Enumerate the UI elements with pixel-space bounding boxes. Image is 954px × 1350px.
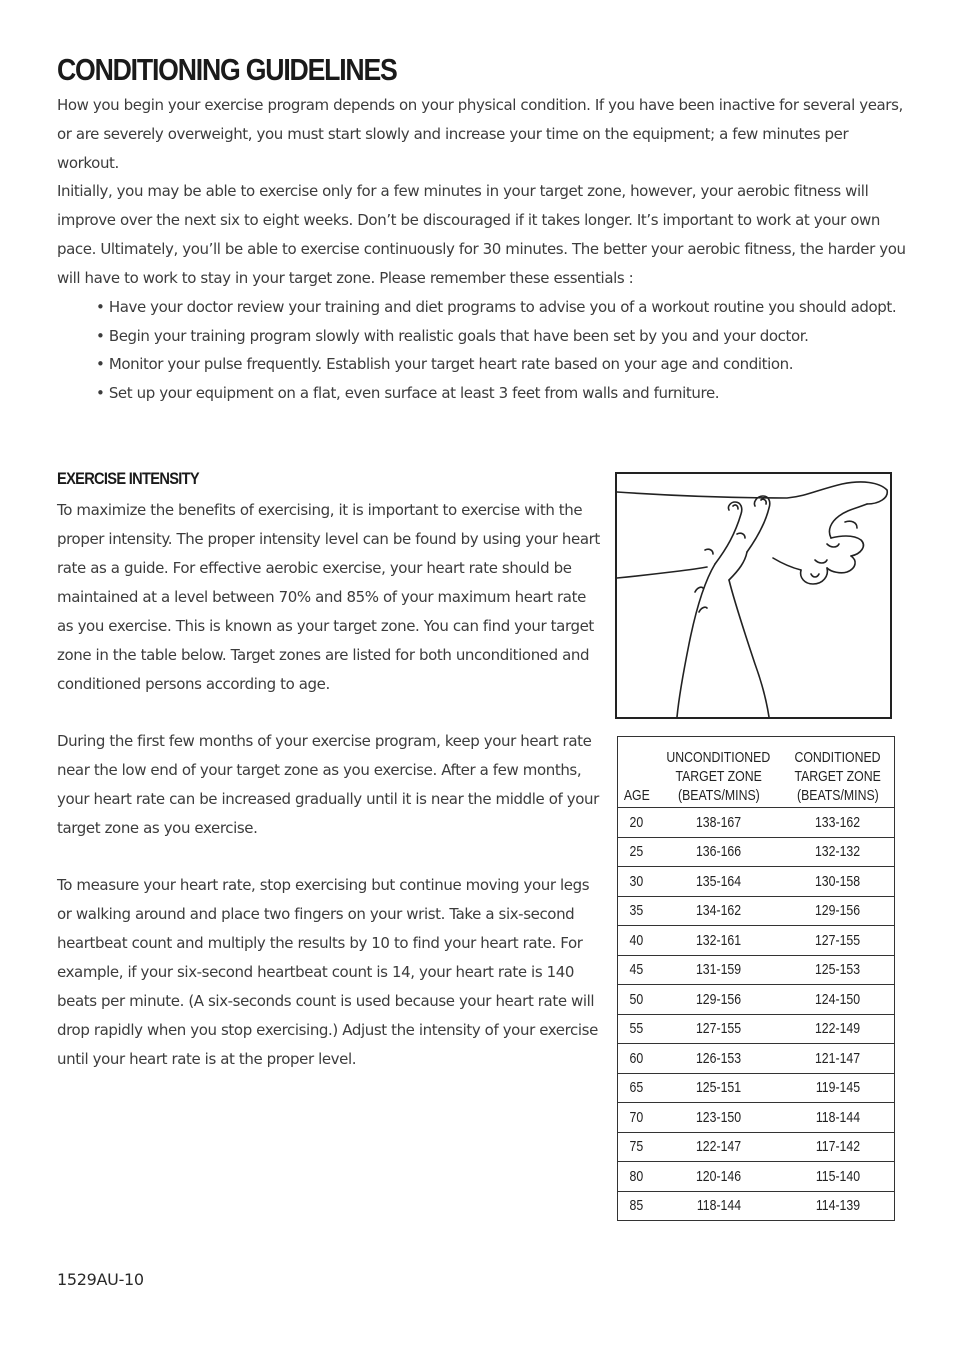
intro-paragraph: How you begin your exercise program depends on your physical condition. If you have been inactive for several years, or are severely overweight, you must start slowly and increase your time on the equipment; a few minutes per workout. — [57, 96, 903, 172]
essentials-item: • Have your doctor review your training and diet programs to advise you of a workout routine you should adopt. — [96, 298, 897, 316]
table-row — [618, 1191, 895, 1221]
cell-unconditioned: 123-150 — [655, 1103, 782, 1133]
essentials-item: • Set up your equipment on a flat, even surface at least 3 feet from walls and furniture. — [96, 384, 720, 403]
cell-conditioned: 133-162 — [782, 808, 895, 838]
cell-conditioned: 132-132 — [782, 837, 895, 867]
intensity-paragraph: To measure your heart rate, stop exercising but continue moving your legs or walking around and place two fingers on your wrist. Take a six-second heartbeat count and multiply the results by 10 to find your heart rate. For example, if your six-second heartbeat count is 14, your heart rate is 140 beats per minute. (A six-seconds count is used because your heart rate will drop rapidly when you stop exercising.) Adjust the intensity of your exercise until your heart rate is at the proper level. — [57, 876, 598, 1068]
intensity-paragraph: To maximize the benefits of exercising, it is important to exercise with the proper intensity. The proper intensity level can be found by using your heart rate as a guide. For effective aerobic exercise, your heart rate should be maintained at a level between 70% and 85% of your maximum heart rate as you exercise. This is known as your target zone. You can find your target zone in the table below. Target zones are listed for both unconditioned and conditioned persons according to age. — [57, 501, 600, 693]
table-header-row — [618, 737, 895, 808]
cell-unconditioned: 136-166 — [655, 837, 782, 867]
cell-age: 50 — [618, 985, 656, 1015]
cell-conditioned: 124-150 — [782, 985, 895, 1015]
cell-age: 80 — [618, 1162, 656, 1192]
cell-conditioned: 114-139 — [782, 1191, 895, 1221]
table-row — [618, 837, 895, 867]
cell-unconditioned: 129-156 — [655, 985, 782, 1015]
column-header-conditioned: CONDITIONED TARGET ZONE (BEATS/MINS) — [782, 737, 895, 808]
cell-age: 40 — [618, 926, 656, 956]
table-body — [618, 808, 895, 1221]
cell-unconditioned: 126-153 — [655, 1044, 782, 1074]
cell-age: 30 — [618, 867, 656, 897]
cell-age: 75 — [618, 1132, 656, 1162]
table-row — [618, 808, 895, 838]
essentials-item: • Monitor your pulse frequently. Establish your target heart rate based on your age and condition. — [96, 355, 794, 374]
hand-wrist-drawing — [617, 474, 890, 717]
cell-age: 35 — [618, 896, 656, 926]
table-row — [618, 985, 895, 1015]
essentials-list — [96, 293, 916, 408]
cell-conditioned: 118-144 — [782, 1103, 895, 1133]
cell-age: 25 — [618, 837, 656, 867]
cell-conditioned: 119-145 — [782, 1073, 895, 1103]
cell-age: 60 — [618, 1044, 656, 1074]
cell-unconditioned: 131-159 — [655, 955, 782, 985]
column-header-age: AGE — [618, 737, 656, 808]
cell-conditioned: 127-155 — [782, 926, 895, 956]
intensity-paragraph: During the first few months of your exercise program, keep your heart rate near the low end of your target zone as you exercise. After a few months, your heart rate can be increased gradually until it is near the middle of your target zone as you exercise. — [57, 732, 599, 837]
cell-conditioned: 122-149 — [782, 1014, 895, 1044]
cell-conditioned: 125-153 — [782, 955, 895, 985]
cell-age: 55 — [618, 1014, 656, 1044]
table-row — [618, 1103, 895, 1133]
column-header-unconditioned: UNCONDITIONED TARGET ZONE (BEATS/MINS) — [655, 737, 782, 808]
cell-age: 85 — [618, 1191, 656, 1221]
page-title: CONDITIONING GUIDELINES — [57, 52, 397, 87]
cell-conditioned: 129-156 — [782, 896, 895, 926]
cell-age: 45 — [618, 955, 656, 985]
cell-conditioned: 130-158 — [782, 867, 895, 897]
table-row — [618, 1044, 895, 1074]
table-row — [618, 867, 895, 897]
table-row — [618, 1014, 895, 1044]
table-row — [618, 1162, 895, 1192]
cell-age: 65 — [618, 1073, 656, 1103]
section-heading-exercise-intensity: EXERCISE INTENSITY — [57, 469, 199, 488]
table-row — [618, 955, 895, 985]
intro-paragraph: Initially, you may be able to exercise only for a few minutes in your target zone, however, your aerobic fitness will improve over the next six to eight weeks. Don’t be discouraged if it takes longer. It’s important to work at your own pace. Ultimately, you’ll be able to exercise continuously for 30 minutes. The better your aerobic fitness, the harder you will have to work to stay in your target zone. Please remember these essentials : — [57, 182, 906, 287]
table-row — [618, 896, 895, 926]
cell-unconditioned: 138-167 — [655, 808, 782, 838]
cell-conditioned: 121-147 — [782, 1044, 895, 1074]
cell-unconditioned: 118-144 — [655, 1191, 782, 1221]
cell-unconditioned: 120-146 — [655, 1162, 782, 1192]
cell-unconditioned: 132-161 — [655, 926, 782, 956]
pulse-check-illustration — [615, 472, 892, 719]
page-code: 1529AU-10 — [57, 1270, 144, 1289]
essentials-item: • Begin your training program slowly with realistic goals that have been set by you and your doctor. — [96, 326, 809, 345]
cell-unconditioned: 134-162 — [655, 896, 782, 926]
table-row — [618, 1132, 895, 1162]
cell-unconditioned: 127-155 — [655, 1014, 782, 1044]
cell-unconditioned: 135-164 — [655, 867, 782, 897]
target-heart-rate-table — [617, 736, 895, 1221]
table-row — [618, 1073, 895, 1103]
cell-unconditioned: 122-147 — [655, 1132, 782, 1162]
cell-conditioned: 115-140 — [782, 1162, 895, 1192]
cell-conditioned: 117-142 — [782, 1132, 895, 1162]
cell-unconditioned: 125-151 — [655, 1073, 782, 1103]
cell-age: 20 — [618, 808, 656, 838]
table-row — [618, 926, 895, 956]
cell-age: 70 — [618, 1103, 656, 1133]
